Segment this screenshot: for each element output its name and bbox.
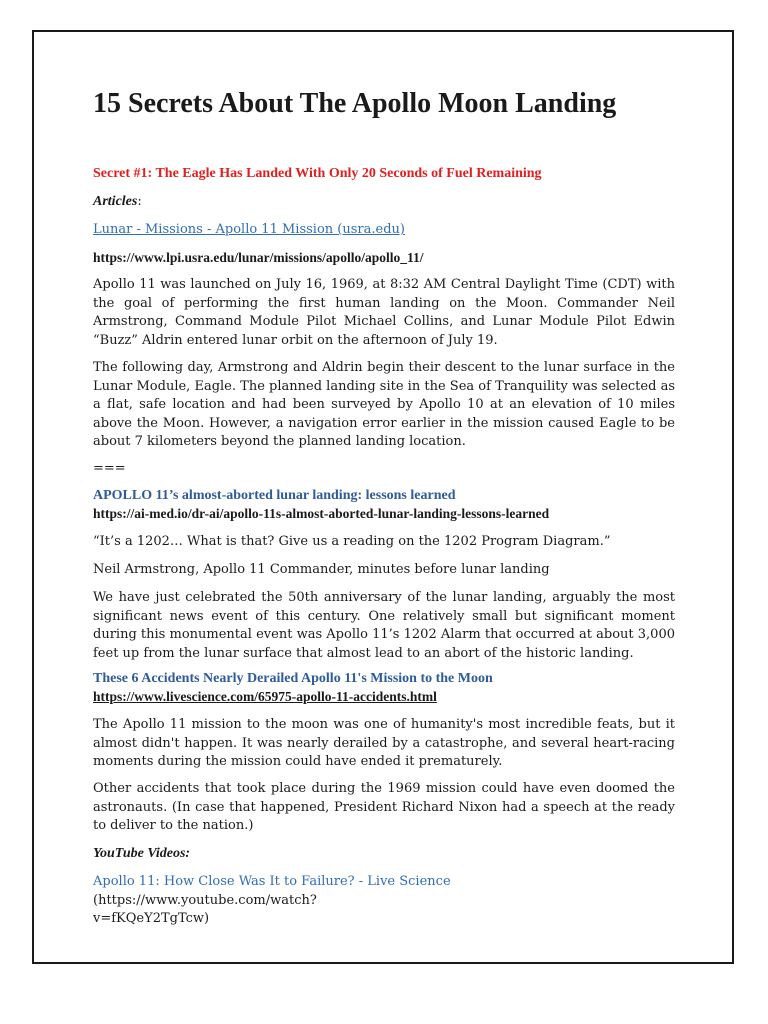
video-url-part-2: v=fKQeY2TgTcw) <box>93 911 210 926</box>
quote-1202: “It’s a 1202… What is that? Give us a reading on the 1202 Program Diagram.” <box>93 534 611 549</box>
youtube-videos-label: YouTube Videos: <box>93 846 191 861</box>
secret-1-heading: Secret #1: The Eagle Has Landed With Only 20 Seconds of Fuel Remaining <box>93 166 542 181</box>
articles-colon: : <box>137 194 142 209</box>
article-url-livescience[interactable]: https://www.livescience.com/65975-apollo-11-accidents.html <box>93 689 437 704</box>
articles-label-line <box>93 193 675 212</box>
video-url-part-1: (https://www.youtube.com/watch? <box>93 892 317 908</box>
quote-attribution: Neil Armstrong, Apollo 11 Commander, minutes before lunar landing <box>93 562 550 577</box>
articles-label: Articles <box>93 194 138 209</box>
video-link-live-science[interactable]: Apollo 11: How Close Was It to Failure? - Live Science <box>93 874 451 889</box>
paragraph-descent: The following day, Armstrong and Aldrin begin their descent to the lunar surface in the Lunar Module, Eagle. The planned landing site in the Sea of Tranquility was selected as a flat, safe location and had been surveyed by Apollo 10 at an elevation of 10 miles above the Moon. However, a navigation error earlier in the mission caused Eagle to be about 7 kilometers beyond the planned landing location. <box>93 360 675 449</box>
paragraph-accidents: Other accidents that took place during the 1969 mission could have even doomed the astronauts. (In case that happened, President Richard Nixon had a speech at the ready to deliver to the nation.) <box>93 781 675 833</box>
article-link-usra[interactable]: Lunar - Missions - Apollo 11 Mission (usra.edu) <box>93 222 405 237</box>
paragraph-launch: Apollo 11 was launched on July 16, 1969, at 8:32 AM Central Daylight Time (CDT) with the goal of performing the first human landing on the Moon. Commander Neil Armstrong, Command Module Pilot Michael Collins, and Lunar Module Pilot Edwin “Buzz” Aldrin entered lunar orbit on the afternoon of July 19. <box>93 277 675 348</box>
article-heading-ai-med: APOLLO 11’s almost-aborted lunar landing: lessons learned <box>93 488 456 503</box>
paragraph-mission: The Apollo 11 mission to the moon was one of humanity's most incredible feats, but it almost didn't happen. It was nearly derailed by a catastrophe, and several heart-racing moments during the mission could have ended it prematurely. <box>93 717 675 769</box>
page-title: 15 Secrets About The Apollo Moon Landing <box>93 88 617 119</box>
separator: === <box>93 461 126 476</box>
article-url-usra: https://www.lpi.usra.edu/lunar/missions/apollo/apollo_11/ <box>93 250 424 265</box>
article-heading-livescience: These 6 Accidents Nearly Derailed Apollo 11's Mission to the Moon <box>93 671 493 686</box>
paragraph-anniversary: We have just celebrated the 50th anniversary of the lunar landing, arguably the most significant news event of this century. One relatively small but significant moment during this monumental event was Apollo 11’s 1202 Alarm that occurred at about 3,000 feet up from the lunar surface that almost lead to an abort of the historic landing. <box>93 590 675 661</box>
link-line-1 <box>93 221 675 240</box>
article-url-ai-med: https://ai-med.io/dr-ai/apollo-11s-almost-aborted-lunar-landing-lessons-learned <box>93 506 550 521</box>
video-line-1 <box>93 873 675 929</box>
